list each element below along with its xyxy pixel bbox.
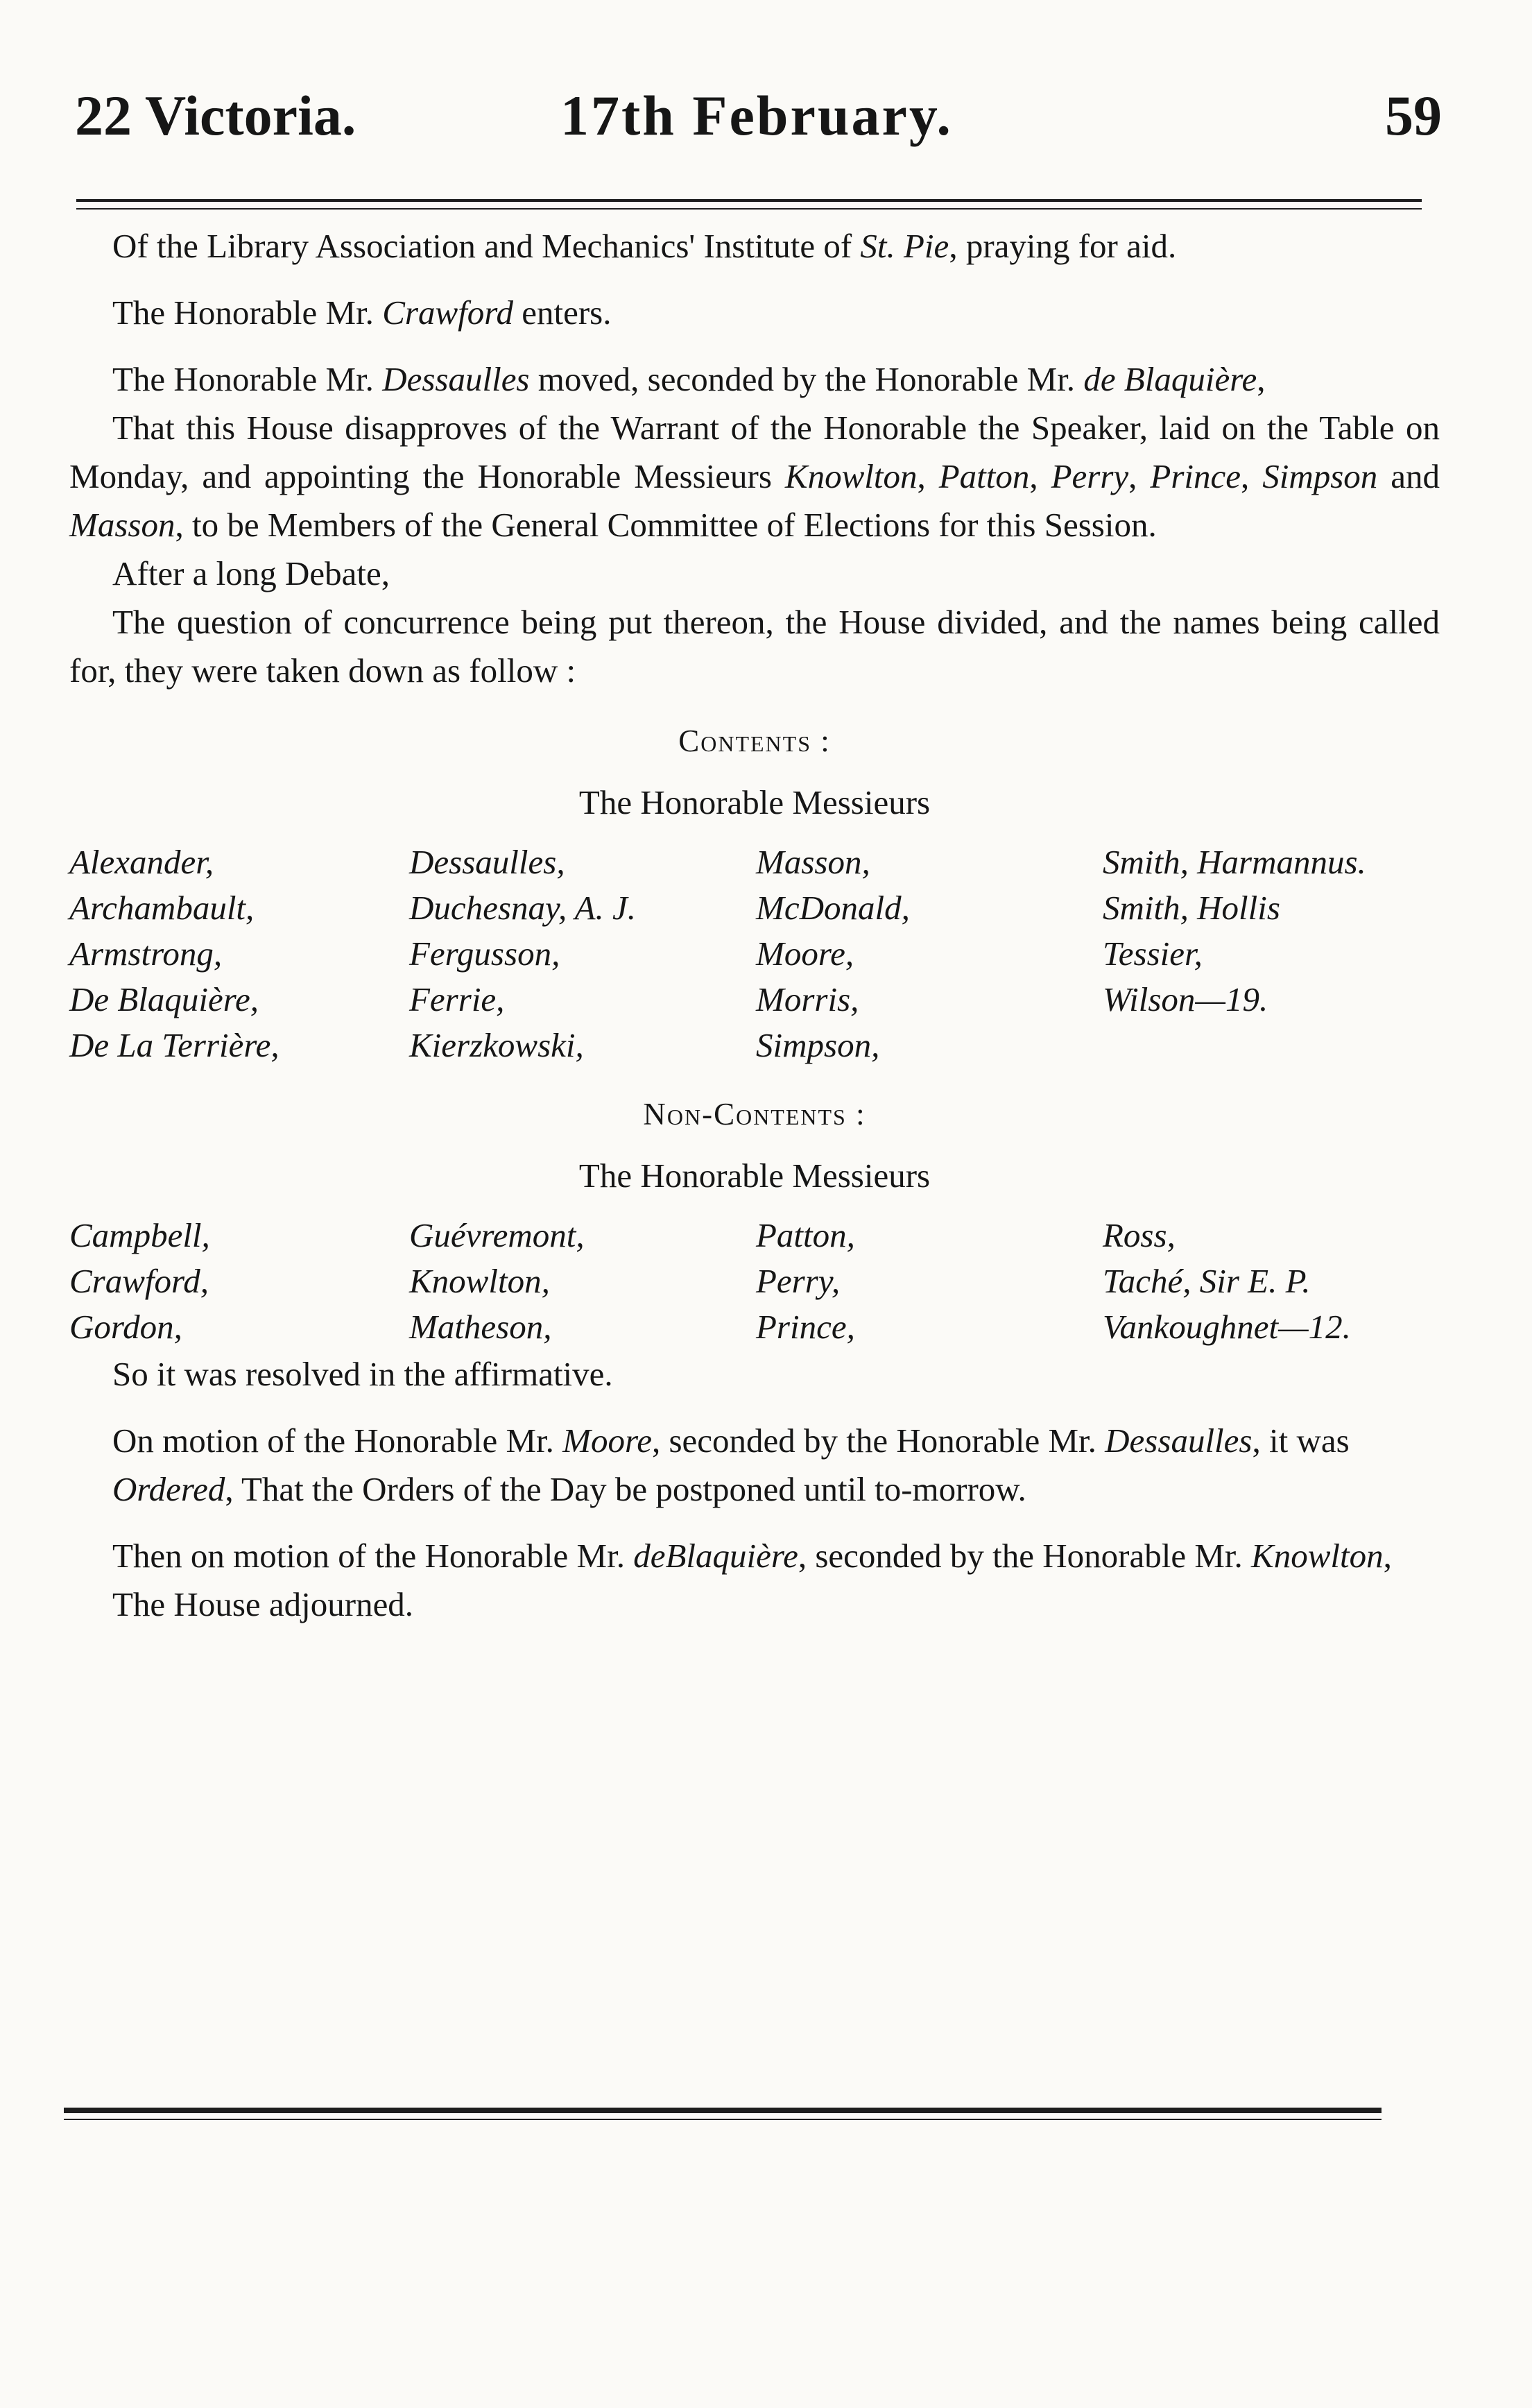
non-contents-name: Campbell, bbox=[69, 1216, 210, 1254]
contents-name: Armstrong, bbox=[69, 934, 223, 973]
non-contents-name: Vankoughnet—12. bbox=[1103, 1308, 1351, 1346]
contents-name: McDonald, bbox=[756, 889, 910, 927]
adjourned-paragraph: The House adjourned. bbox=[112, 1585, 414, 1623]
footer-rule-thick bbox=[64, 2108, 1382, 2113]
petition-paragraph: Of the Library Association and Mechanics' Institute of St. Pie, praying for aid. bbox=[112, 227, 1177, 265]
contents-name: Dessaulles, bbox=[409, 843, 565, 881]
contents-heading: Contents : bbox=[678, 724, 831, 758]
contents-name: De La Terrière, bbox=[69, 1026, 279, 1064]
contents-name: Archambault, bbox=[69, 889, 255, 927]
non-contents-name: Taché, Sir E. P. bbox=[1103, 1262, 1311, 1300]
non-contents-name: Knowlton, bbox=[409, 1262, 550, 1300]
contents-name-list bbox=[69, 839, 1440, 1068]
debate-paragraph: After a long Debate, bbox=[112, 554, 390, 592]
contents-name: Smith, Hollis bbox=[1103, 889, 1280, 927]
non-contents-name: Prince, bbox=[756, 1308, 855, 1346]
contents-name: Ferrie, bbox=[409, 980, 505, 1018]
contents-subheading: The Honorable Messieurs bbox=[578, 783, 931, 821]
adjourn-motion-paragraph: Then on motion of the Honorable Mr. deBlaquière, seconded by the Honorable Mr. Knowlton, bbox=[112, 1537, 1392, 1575]
header-rule-thin bbox=[76, 208, 1422, 210]
contents-name: Wilson—19. bbox=[1103, 980, 1268, 1018]
non-contents-heading: Non-Contents : bbox=[643, 1097, 866, 1132]
header-rule-thick bbox=[76, 199, 1422, 202]
non-contents-name: Patton, bbox=[756, 1216, 855, 1254]
division-paragraph: The question of concurrence being put thereon, the House divided, and the names being called for, they were taken down as follow : bbox=[69, 603, 1440, 690]
non-contents-name: Perry, bbox=[756, 1262, 841, 1300]
contents-name: Kierzkowski, bbox=[409, 1026, 584, 1064]
footer-rule-thin bbox=[64, 2119, 1382, 2120]
non-contents-name-list bbox=[69, 1213, 1440, 1350]
non-contents-name: Ross, bbox=[1103, 1216, 1176, 1254]
page-header bbox=[75, 78, 1442, 154]
non-contents-name: Crawford, bbox=[69, 1262, 209, 1300]
contents-name: Duchesnay, A. J. bbox=[409, 889, 637, 927]
header-date: 17th February. bbox=[560, 84, 953, 147]
postpone-motion-paragraph: On motion of the Honorable Mr. Moore, seconded by the Honorable Mr. Dessaulles, it was bbox=[112, 1421, 1350, 1460]
contents-name: Morris, bbox=[756, 980, 859, 1018]
non-contents-name: Matheson, bbox=[409, 1308, 552, 1346]
header-regnal-year: 22 Victoria. bbox=[75, 84, 356, 147]
contents-name: Tessier, bbox=[1103, 934, 1203, 973]
non-contents-subheading: The Honorable Messieurs bbox=[578, 1156, 931, 1195]
resolved-paragraph: So it was resolved in the affirmative. bbox=[112, 1355, 613, 1393]
contents-name: Masson, bbox=[756, 843, 870, 881]
contents-name: Moore, bbox=[756, 934, 854, 973]
contents-name bbox=[1103, 1023, 1440, 1068]
contents-name: Alexander, bbox=[69, 843, 214, 881]
non-contents-name: Gordon, bbox=[69, 1308, 182, 1346]
contents-name: De Blaquière, bbox=[69, 980, 259, 1018]
contents-name: Fergusson, bbox=[409, 934, 560, 973]
page-body bbox=[69, 222, 1440, 1629]
page-number: 59 bbox=[1385, 84, 1442, 147]
motion-paragraph: The Honorable Mr. Dessaulles moved, seconded by the Honorable Mr. de Blaquière, bbox=[112, 360, 1266, 398]
ordered-paragraph: Ordered, That the Orders of the Day be postponed until to-morrow. bbox=[112, 1470, 1026, 1508]
contents-name: Smith, Harmannus. bbox=[1103, 843, 1366, 881]
resolution-paragraph: That this House disapproves of the Warrant of the Honorable the Speaker, laid on the Table on Monday, and appointing the Honorable Messieurs Knowlton, Patton, Perry, Prince, Simpson and Masson, to be Members of the General Committee of Elections for this Session. bbox=[69, 409, 1440, 544]
contents-name: Simpson, bbox=[756, 1026, 880, 1064]
non-contents-name: Guévremont, bbox=[409, 1216, 585, 1254]
member-enters-paragraph: The Honorable Mr. Crawford enters. bbox=[112, 293, 612, 332]
